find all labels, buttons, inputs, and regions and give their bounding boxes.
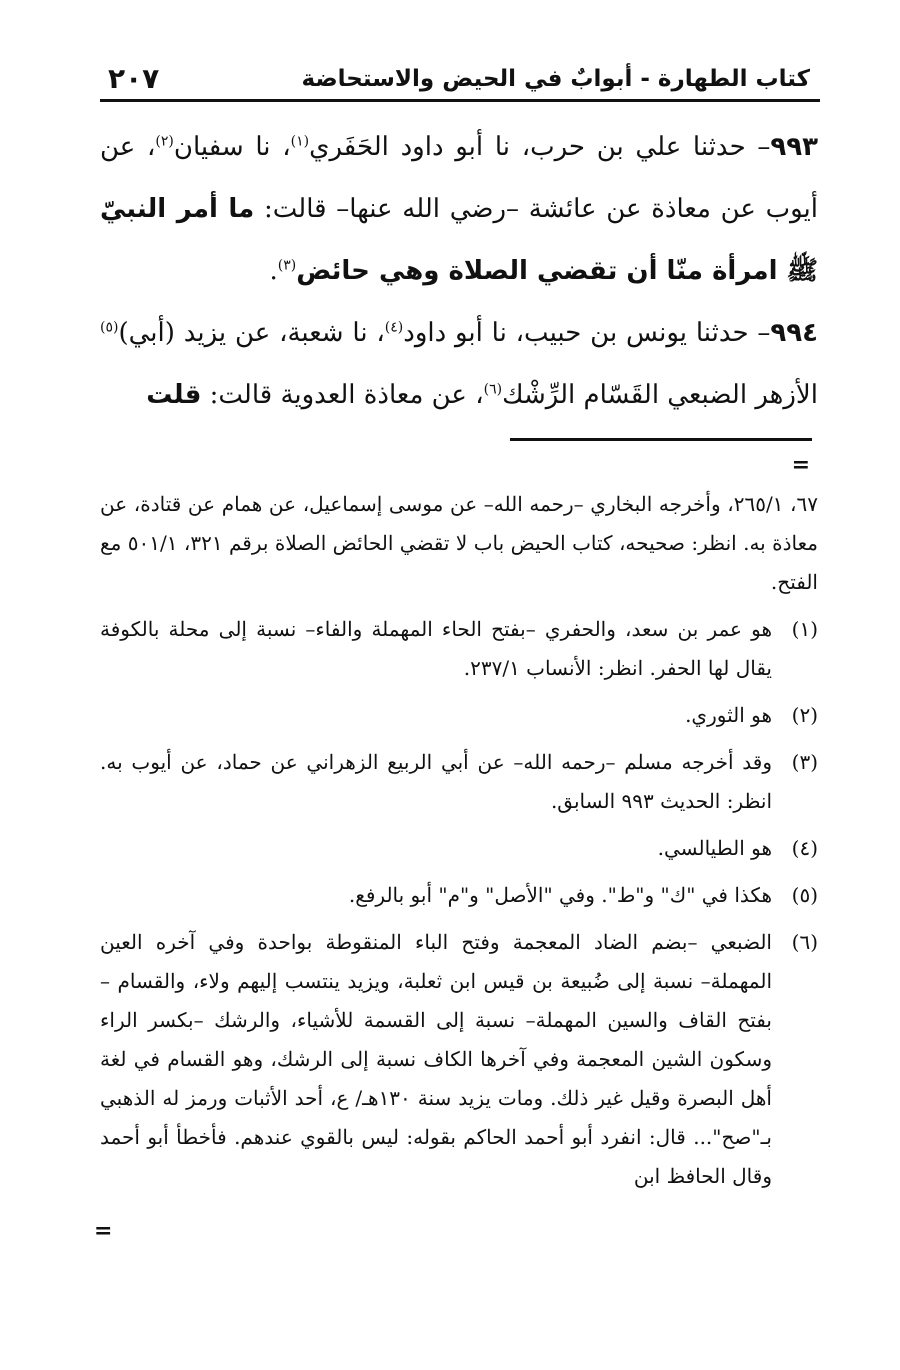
hadith-text: – حدثنا علي بن حرب، نا أبو داود الحَفَري xyxy=(309,132,771,162)
page-number: ٢٠٧ xyxy=(108,62,160,95)
footnote-ref[interactable]: (٢) xyxy=(155,133,174,150)
footnote-ref[interactable]: (٥) xyxy=(100,319,119,336)
footnote-continuation: ٦٧، ٢٦٥/١، وأخرجه البخاري –رحمه الله– عن موسى إسماعيل، عن همام عن قتادة، عن معاذة به. انظر: صحيحه، كتاب الحيض باب لا تقضي الحائض الصلاة برقم ٣٢١، ٥٠١/١ مع الفتح. xyxy=(100,492,819,594)
hadith-number: ٩٩٣ xyxy=(770,132,818,162)
hadith-text: . xyxy=(269,256,278,286)
footnote-ref[interactable]: (٣) xyxy=(277,257,297,274)
footnote-5 xyxy=(100,876,818,915)
main-text xyxy=(100,116,818,426)
footnote-number: (٤) xyxy=(791,836,818,860)
footnote-number: (٢) xyxy=(791,703,818,727)
footnote-text: هو عمر بن سعد، والحفري –بفتح الحاء المهملة والفاء– نسبة إلى محلة بالكوفة يقال لها الحفر. انظر: الأنساب ٢٣٧/١. xyxy=(100,617,772,680)
footnote-6 xyxy=(100,923,818,1196)
footnote-ref[interactable]: (٦) xyxy=(483,381,503,398)
hadith-text: ، نا سفيان xyxy=(173,132,291,162)
hadith-number: ٩٩٤ xyxy=(770,318,818,348)
continuation-mark-top: = xyxy=(791,452,810,478)
footnote-text: وقد أخرجه مسلم –رحمه الله– عن أبي الربيع الزهراني عن حماد، عن أيوب به. انظر: الحديث ٩٩٣ السابق. xyxy=(100,750,772,813)
footnote-3 xyxy=(100,743,818,821)
footnote-number: (٥) xyxy=(791,883,818,907)
footnote-number: (١) xyxy=(791,617,818,641)
footnote-number: (٣) xyxy=(791,750,818,774)
footnotes xyxy=(100,485,818,1204)
footnote-text: هو الطيالسي. xyxy=(657,836,772,860)
hadith-text: ، عن أيوب عن معاذة عن عائشة –رضي الله عنها– قالت: xyxy=(100,132,818,224)
footnote-ref[interactable]: (٤) xyxy=(384,319,404,336)
hadith-matn: ما أمر النبيّ ﷺ امرأة منّا أن تقضي الصلاة وهي حائض xyxy=(100,194,818,286)
page-header xyxy=(100,62,820,102)
hadith-matn: قلت xyxy=(146,380,202,410)
footnote-number: (٦) xyxy=(791,930,818,954)
footnote-1 xyxy=(100,610,818,688)
hadith-text: ، عن معاذة العدوية قالت: xyxy=(201,380,484,410)
footnote-2 xyxy=(100,696,818,735)
hadith-text: الأزهر الضبعي القَسّام الرِّشْك xyxy=(502,380,818,410)
hadith-text: ، نا شعبة، عن يزيد (أبي) xyxy=(118,318,385,348)
running-title: كتاب الطهارة - أبوابٌ في الحيض والاستحاضة xyxy=(301,66,810,92)
footnote-text: الضبعي –بضم الضاد المعجمة وفتح الباء المنقوطة بواحدة وفي آخره العين المهملة– نسبة إلى ضُبيعة بن قيس ابن ثعلبة، ويزيد ينتسب إليهم ولاء، والقسام –بفتح القاف والسين المهملة– نسبة إلى القسمة للأشياء، والرشك –بكسر الراء وسكون الشين المعجمة وفي آخرها الكاف نسبة إلى الرشك، وهو القسام في لغة أهل البصرة وقيل غير ذلك. ومات يزيد سنة ١٣٠هـ/ ع، أحد الأثبات ورمز له الذهبي بـ"صح"... قال: انفرد أبو أحمد الحاكم بقوله: ليس بالقوي عندهم. فأخطأ أبو أحمد وقال الحافظ ابن xyxy=(100,930,772,1188)
hadith-993 xyxy=(100,116,818,302)
footnote-ref[interactable]: (١) xyxy=(290,133,310,150)
footnote-4 xyxy=(100,829,818,868)
continuation-mark-bottom: = xyxy=(94,1218,113,1244)
footnote-text: هكذا في "ك" و"ط". وفي "الأصل" و"م" أبو بالرفع. xyxy=(348,883,772,907)
footnote-separator xyxy=(510,438,812,441)
hadith-text: – حدثنا يونس بن حبيب، نا أبو داود xyxy=(403,318,771,348)
footnote-text: هو الثوري. xyxy=(685,703,772,727)
hadith-994 xyxy=(100,302,818,426)
